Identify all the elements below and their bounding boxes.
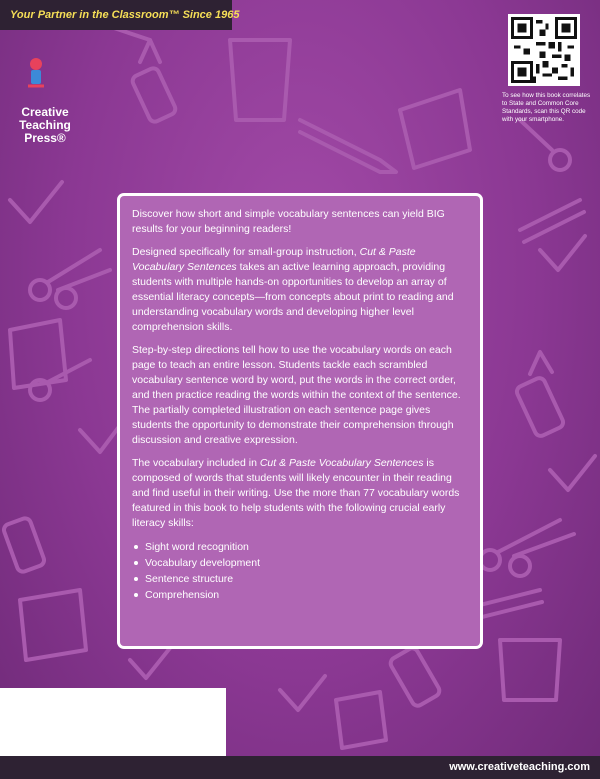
qr-instructions: To see how this book correlates to State and Common Core Standards, scan this QR code with your smartphone. — [502, 92, 591, 123]
crayon-box-icon — [20, 590, 86, 660]
checkmark-icon — [550, 456, 595, 490]
website-link[interactable]: www.creativeteaching.com — [449, 761, 590, 773]
book-title: Cut & Paste Vocabulary Sentences — [132, 246, 416, 273]
pencil-icon — [300, 120, 396, 172]
publisher-name — [8, 106, 82, 145]
checkmark-icon — [280, 676, 325, 710]
text-run: The vocabulary included in — [132, 457, 260, 469]
crayon-box-icon — [500, 640, 560, 700]
glue-bottle-icon — [515, 352, 565, 438]
text-run: Designed specifically for small-group instruction, — [132, 246, 360, 258]
text-run: takes an active learning approach, providing students with multiple hands-on opportunities to develop an array of essential literacy concepts—from concepts about print to reading and understanding vocabulary words and developing higher level comprehension skills. — [132, 261, 454, 333]
tagline-bar — [0, 0, 240, 30]
skills-list — [132, 539, 470, 603]
crayon-box-icon — [230, 40, 290, 120]
checkmark-icon — [10, 182, 62, 222]
crayon-box-icon — [400, 90, 470, 168]
scissors-icon — [480, 520, 574, 576]
glue-bottle-icon — [389, 646, 442, 708]
book-title: Cut & Paste Vocabulary Sentences — [259, 457, 424, 469]
crayon-box-icon — [336, 692, 386, 748]
qr-code-icon — [511, 17, 577, 83]
publisher-name-line: Creative — [21, 105, 69, 119]
vocabulary-paragraph — [132, 456, 470, 531]
text-run: is composed of words that students will likely encounter in their reading and find useful in their writing. Use the more than 77 vocabulary words featured in this book to help students with the following crucial early literacy skills: — [132, 457, 460, 529]
publisher-logo — [14, 44, 50, 100]
tagline: Your Partner in the Classroom™ Since 1965 — [10, 9, 240, 21]
skill-item: Sight word recognition — [132, 539, 470, 555]
skill-item: Comprehension — [132, 587, 470, 603]
directions-paragraph: Step-by-step directions tell how to use the vocabulary words on each page to teach an entire lesson. Students tackle each scrambled vocabulary sentence word by word, put the words in the correct order, and then practice reading the words within the context of the sentence. The partially completed illustration on each sentence page gives students the opportunity to demonstrate their comprehension through discussion and creative expression. — [132, 344, 461, 446]
intro-paragraph: Discover how short and simple vocabulary sentences can yield BIG results for your beginning readers! — [132, 208, 445, 235]
pencil-icon — [520, 200, 584, 242]
qr-code[interactable] — [508, 14, 580, 86]
checkmark-icon — [540, 236, 585, 270]
glue-bottle-icon — [2, 517, 45, 574]
skill-item: Sentence structure — [132, 571, 470, 587]
scissors-icon — [520, 120, 570, 170]
skill-item: Vocabulary development — [132, 555, 470, 571]
design-paragraph — [132, 245, 470, 335]
publisher-name-line: Teaching — [19, 118, 71, 132]
glue-bottle-icon — [131, 40, 178, 124]
checkmark-icon — [130, 648, 170, 678]
publisher-name-line: Press® — [24, 131, 66, 145]
description-text — [132, 207, 470, 603]
scissors-icon — [30, 250, 110, 308]
